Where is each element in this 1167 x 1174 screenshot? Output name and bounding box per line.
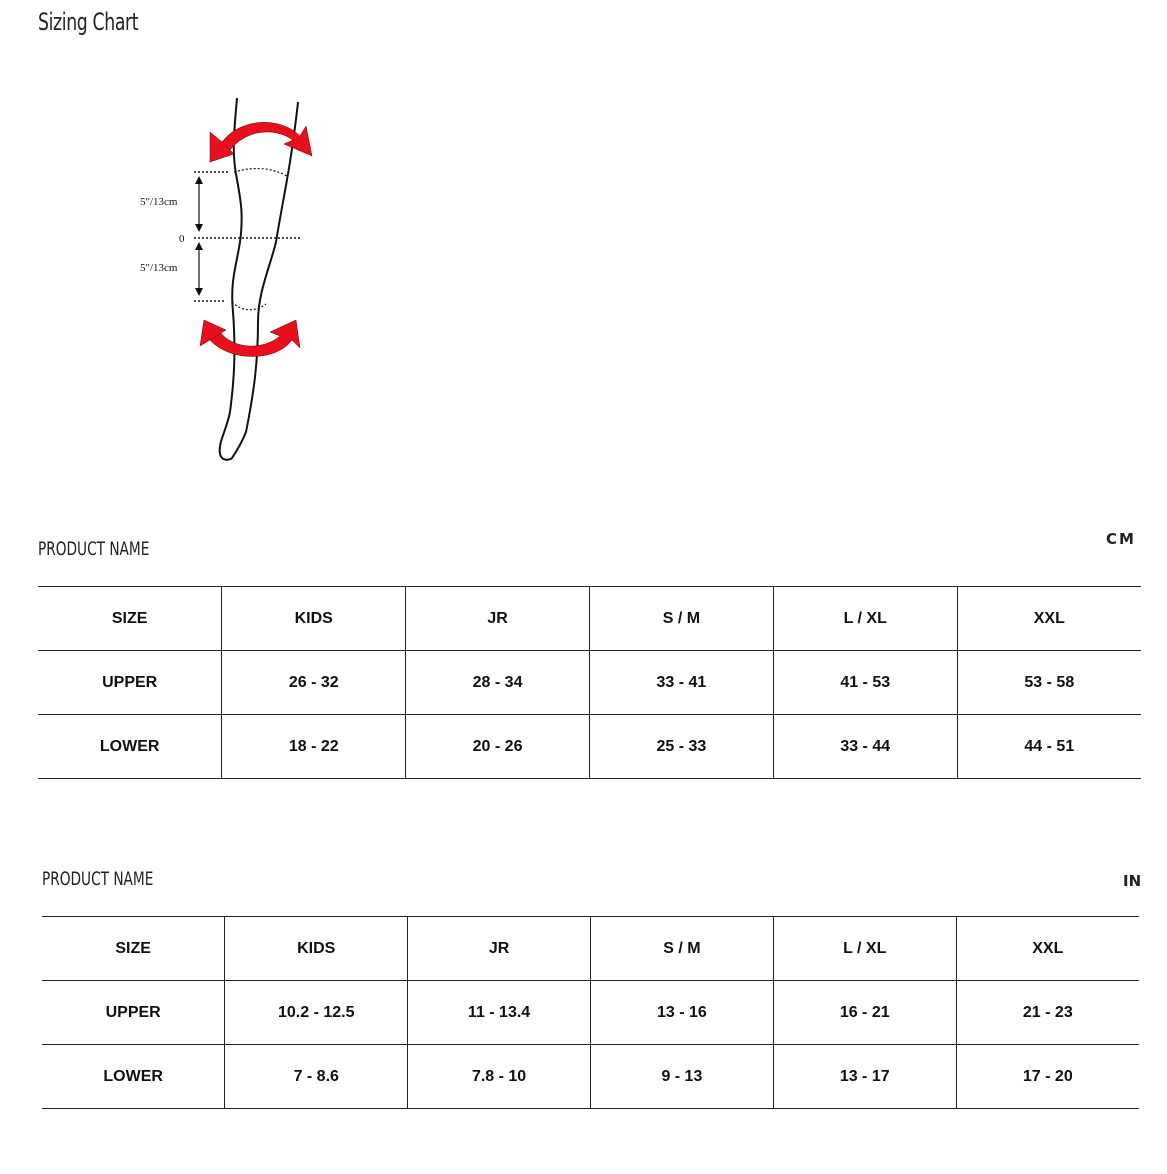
table-cell: 7 - 8.6 [225, 1045, 408, 1109]
in-table-title: PRODUCT NAME [42, 868, 154, 890]
table-cell: LOWER [38, 715, 222, 779]
table-cell: 53 - 58 [957, 651, 1141, 715]
table-cell: L / XL [773, 917, 956, 981]
size-table-cm [38, 586, 1141, 779]
table-cell: 28 - 34 [406, 651, 590, 715]
table-cell: 44 - 51 [957, 715, 1141, 779]
in-unit-label: IN [1123, 872, 1142, 890]
table-cell: 9 - 13 [590, 1045, 773, 1109]
table-cell: JR [408, 917, 591, 981]
page-title: Sizing Chart [38, 8, 139, 36]
table-cell: 13 - 16 [590, 981, 773, 1045]
table-header-row [42, 917, 1139, 981]
table-row [42, 981, 1139, 1045]
leg-measurement-diagram [130, 92, 330, 472]
table-cell: UPPER [38, 651, 222, 715]
table-cell: 25 - 33 [589, 715, 773, 779]
table-cell: KIDS [222, 587, 406, 651]
table-cell: 7.8 - 10 [408, 1045, 591, 1109]
table-cell: 16 - 21 [773, 981, 956, 1045]
table-cell: 26 - 32 [222, 651, 406, 715]
zero-label: 0 [179, 233, 185, 245]
table-cell: 20 - 26 [406, 715, 590, 779]
table-cell: 33 - 44 [773, 715, 957, 779]
table-row [38, 715, 1141, 779]
table-cell: S / M [589, 587, 773, 651]
table-cell: 10.2 - 12.5 [225, 981, 408, 1045]
cm-table-title: PRODUCT NAME [38, 538, 150, 560]
cm-unit-label: CM [1106, 530, 1136, 548]
table-cell: 17 - 20 [956, 1045, 1139, 1109]
table-row [42, 1045, 1139, 1109]
lower-red-arrow-icon [210, 320, 300, 357]
upper-offset-label: 5"/13cm [140, 196, 178, 208]
table-cell: 18 - 22 [222, 715, 406, 779]
table-row [38, 651, 1141, 715]
table-cell: JR [406, 587, 590, 651]
table-cell: 33 - 41 [589, 651, 773, 715]
table-cell: KIDS [225, 917, 408, 981]
table-cell: 13 - 17 [773, 1045, 956, 1109]
table-cell: XXL [956, 917, 1139, 981]
upper-dotted-curve [234, 169, 287, 176]
table-cell: SIZE [42, 917, 225, 981]
table-cell: 21 - 23 [956, 981, 1139, 1045]
table-cell: L / XL [773, 587, 957, 651]
table-cell: XXL [957, 587, 1141, 651]
table-cell: LOWER [42, 1045, 225, 1109]
table-cell: 11 - 13.4 [408, 981, 591, 1045]
lower-offset-label: 5"/13cm [140, 262, 178, 274]
table-cell: SIZE [38, 587, 222, 651]
table-cell: S / M [590, 917, 773, 981]
lower-dotted-curve [232, 302, 266, 310]
table-cell: UPPER [42, 981, 225, 1045]
size-table-in [42, 916, 1139, 1109]
table-cell: 41 - 53 [773, 651, 957, 715]
table-header-row [38, 587, 1141, 651]
